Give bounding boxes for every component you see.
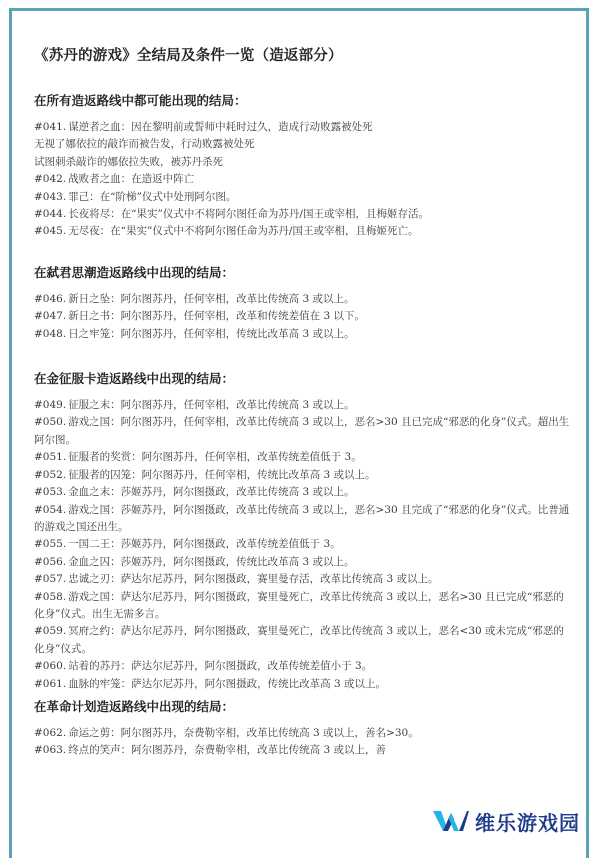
ending-entry [34, 171, 574, 188]
document-body [34, 44, 574, 760]
ending-entry [34, 725, 574, 742]
ending-entry [34, 676, 574, 693]
ending-code: #043. [34, 190, 67, 203]
section-all-routes [34, 91, 574, 241]
ending-code: #042. [34, 173, 67, 186]
ending-entry [34, 189, 574, 206]
ending-code: #050. [34, 416, 67, 429]
ending-text: 征服之末：阿尔图苏丹，任何宰相，改革比传统高 3 或以上。 [68, 399, 355, 412]
ending-code: #057. [34, 573, 67, 586]
ending-code: #046. [34, 292, 67, 305]
ending-entry [34, 223, 574, 240]
ending-code: #047. [34, 310, 67, 323]
ending-entry [34, 291, 574, 308]
entry-list [34, 397, 574, 693]
ending-text: 游戏之国：萨达尔尼苏丹，阿尔图摄政，赛里曼死亡，改革比传统高 3 或以上，恶名>30 且已完成“邪恶的化身”仪式。出生无需多言。 [34, 590, 564, 620]
ending-code: #058. [34, 590, 67, 603]
ending-text: 游戏之国：莎姬苏丹，阿尔图摄政，改革比传统高 3 或以上，恶名>30 且完成了“邪恶的化身”仪式。比普通的游戏之国还出生。 [34, 503, 570, 533]
section-revolution-route [34, 697, 574, 760]
ending-entry [34, 589, 574, 624]
ending-code: #052. [34, 468, 67, 481]
ending-entry [34, 536, 574, 553]
ending-entry [34, 206, 574, 223]
ending-text: 日之牢笼：阿尔图苏丹，任何宰相，传统比改革高 3 或以上。 [68, 327, 355, 340]
ending-code: #063. [34, 744, 67, 757]
ending-entry [34, 742, 574, 759]
entry-list [34, 119, 574, 241]
ending-entry [34, 326, 574, 343]
ending-text: 无尽夜：在“果实”仪式中不将阿尔图任命为苏丹/国王或宰相，且梅姬死亡。 [68, 225, 419, 238]
ending-code: #054. [34, 503, 67, 516]
ending-text: 新日之书：阿尔图苏丹，任何宰相，改革和传统差值在 3 以下。 [68, 310, 366, 323]
ending-text: 征服者的奖赏：阿尔图苏丹，任何宰相，改革传统差值低于 3。 [68, 451, 362, 464]
ending-text: 血脉的牢笼：萨达尔尼苏丹，阿尔图摄政，传统比改革高 3 或以上。 [68, 677, 387, 690]
ending-text: 新日之坠：阿尔图苏丹，任何宰相，改革比传统高 3 或以上。 [68, 292, 355, 305]
ending-code: #061. [34, 677, 67, 690]
ending-text: 游戏之国：阿尔图苏丹，任何宰相，改革比传统高 3 或以上，恶名>30 且已完成“邪恶的化身”仪式。超出生阿尔图。 [34, 416, 570, 446]
ending-text: 一国二王：莎姬苏丹，阿尔图摄政，改革传统差值低于 3。 [68, 538, 341, 551]
ending-text: 罪己：在“阶梯”仪式中处刑阿尔图。 [68, 190, 237, 203]
ending-entry [34, 484, 574, 501]
ending-code: #041. [34, 121, 67, 133]
ending-code: #059. [34, 625, 67, 638]
ending-text: 金血之囚：莎姬苏丹，阿尔图摄政，传统比改革高 3 或以上。 [68, 555, 355, 568]
ending-text: 谋逆者之血：因在黎明前或誓师中耗时过久，造成行动败露被处死 [68, 121, 373, 133]
ending-code: #051. [34, 451, 67, 464]
ending-entry [34, 554, 574, 571]
ending-entry [34, 154, 574, 171]
ending-code: #044. [34, 208, 67, 221]
ending-code: #062. [34, 726, 67, 739]
section-regicide-route [34, 263, 574, 343]
ending-entry [34, 449, 574, 466]
ending-text: 征服者的囚笼：阿尔图苏丹，任何宰相，传统比改革高 3 或以上。 [68, 468, 376, 481]
section-conquest-route [34, 369, 574, 693]
ending-code: #060. [34, 660, 67, 673]
ending-text: 终点的笑声：阿尔图苏丹，奈费勒宰相，改革比传统高 3 或以上，善 [68, 744, 387, 757]
ending-code: #045. [34, 225, 67, 238]
entry-list [34, 725, 574, 760]
ending-text: 试图刺杀敲诈的娜依拉失败，被苏丹杀死 [34, 155, 223, 168]
ending-code: #053. [34, 486, 67, 499]
ending-entry [34, 623, 574, 658]
ending-code: #055. [34, 538, 67, 551]
ending-entry [34, 136, 574, 153]
section-heading: 在弑君思潮造返路线中出现的结局： [34, 264, 235, 280]
ending-entry [34, 658, 574, 675]
document-title: 《苏丹的游戏》全结局及条件一览（造返部分） [34, 48, 343, 64]
entry-list [34, 291, 574, 343]
ending-code: #048. [34, 327, 67, 340]
ending-text: 无视了娜依拉的敲诈而被告发，行动败露被处死 [34, 138, 255, 151]
section-heading: 在所有造返路线中都可能出现的结局： [34, 93, 247, 108]
ending-text: 站着的苏丹：萨达尔尼苏丹，阿尔图摄政，改革传统差值小于 3。 [68, 660, 373, 673]
ending-entry [34, 414, 574, 449]
ending-entry [34, 571, 574, 588]
ending-entry [34, 397, 574, 414]
ending-code: #056. [34, 555, 67, 568]
ending-text: 战败者之血：在造返中阵亡 [68, 173, 195, 186]
ending-text: 命运之剪：阿尔图苏丹，奈费勒宰相，改革比传统高 3 或以上，善名>30。 [68, 726, 419, 739]
ending-text: 冥府之约：萨达尔尼苏丹，阿尔图摄政，赛里曼死亡，改革比传统高 3 或以上，恶名<30 或未完成“邪恶的化身”仪式。 [34, 625, 564, 655]
ending-entry [34, 308, 574, 325]
ending-entry [34, 119, 574, 136]
ending-text: 忠诚之刃：萨达尔尼苏丹，阿尔图摄政，赛里曼存活，改革比传统高 3 或以上。 [68, 573, 439, 586]
ending-entry [34, 467, 574, 484]
site-watermark [429, 806, 586, 836]
ending-text: 金血之末：莎姬苏丹，阿尔图摄政，改革比传统高 3 或以上。 [68, 486, 355, 499]
w-logo-icon [433, 809, 469, 833]
ending-code: #049. [34, 399, 67, 412]
watermark-text: 维乐游戏园 [475, 810, 580, 835]
ending-entry [34, 502, 574, 537]
ending-text: 长夜将尽：在“果实”仪式中不将阿尔图任命为苏丹/国王或宰相，且梅姬存活。 [68, 208, 429, 221]
section-heading: 在金征服卡造返路线中出现的结局： [34, 371, 235, 387]
section-heading: 在革命计划造返路线中出现的结局： [34, 698, 235, 714]
